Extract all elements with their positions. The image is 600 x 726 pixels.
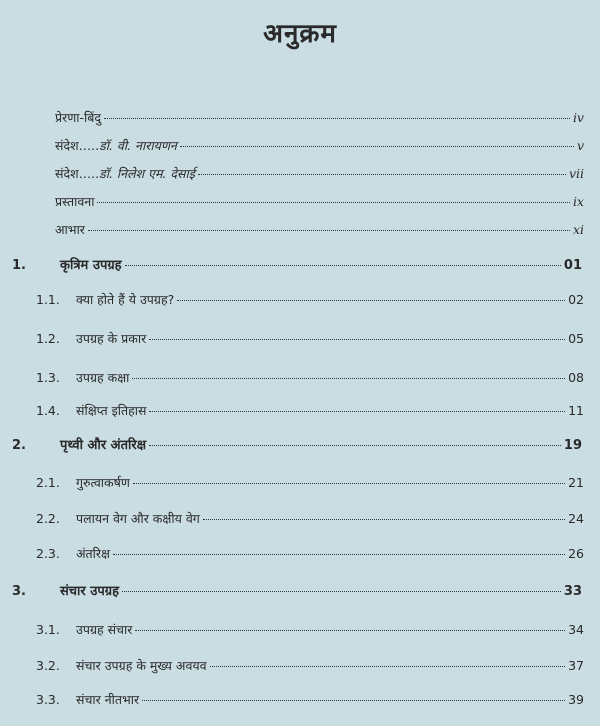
page-number: 26 — [568, 546, 584, 561]
chapter-entry — [12, 438, 582, 454]
section-number: 1.4. — [36, 403, 60, 418]
entry-label: प्रेरणा-बिंदु — [55, 110, 102, 125]
chapter-title: संचार उपग्रह — [60, 584, 119, 599]
section-number: 1.3. — [36, 370, 60, 385]
page-title: अनुक्रम — [263, 19, 337, 49]
dot-leader — [135, 630, 565, 631]
dot-leader — [198, 174, 566, 175]
entry-label: आभार — [55, 222, 85, 237]
page-number: 33 — [563, 584, 582, 599]
section-title: उपग्रह संचार — [76, 622, 133, 637]
section-entry — [36, 692, 584, 708]
dot-leader — [142, 700, 565, 701]
front-matter-entry — [55, 194, 584, 210]
page-number: 24 — [568, 511, 584, 526]
dot-leader — [104, 118, 570, 119]
page-number: 08 — [568, 370, 584, 385]
page-number: 02 — [568, 292, 584, 307]
section-number: 1.1. — [36, 292, 60, 307]
entry-label: प्रस्तावना — [55, 194, 95, 209]
section-title: संचार उपग्रह के मुख्य अवयव — [76, 658, 207, 673]
dot-leader — [125, 265, 561, 266]
page-number: ix — [572, 194, 584, 209]
page-number: 01 — [563, 258, 582, 273]
section-title: अंतरिक्ष — [76, 546, 110, 561]
entry-author: डॉ. वी. नारायणन — [99, 138, 177, 153]
section-entry — [36, 331, 584, 347]
dot-leader — [203, 519, 565, 520]
section-entry — [36, 658, 584, 674]
dot-leader — [149, 339, 565, 340]
chapter-number: 3. — [12, 584, 26, 599]
page-number: vii — [568, 166, 584, 181]
section-number: 3.1. — [36, 622, 60, 637]
section-title: क्या होते हैं ये उपग्रह? — [76, 292, 175, 307]
section-title: पलायन वेग और कक्षीय वेग — [76, 511, 200, 526]
chapter-entry — [12, 584, 582, 600]
page-number: iv — [572, 110, 584, 125]
dot-leader — [177, 300, 565, 301]
section-entry — [36, 511, 584, 527]
dot-leader — [180, 146, 574, 147]
front-matter-entry — [55, 166, 584, 182]
section-title: उपग्रह कक्षा — [76, 370, 130, 385]
chapter-entry — [12, 258, 582, 274]
section-title: संक्षिप्त इतिहास — [76, 403, 147, 418]
section-entry — [36, 546, 584, 562]
dot-leader — [210, 666, 565, 667]
dot-leader — [133, 483, 565, 484]
section-number: 2.1. — [36, 475, 60, 490]
section-number: 3.2. — [36, 658, 60, 673]
page-number: xi — [572, 222, 584, 237]
page-number: 19 — [563, 438, 582, 453]
section-entry — [36, 292, 584, 308]
entry-label: संदेश — [55, 166, 79, 181]
entry-separator: ….. — [78, 166, 100, 181]
section-entry — [36, 370, 584, 386]
section-entry — [36, 403, 584, 419]
front-matter-entry — [55, 110, 584, 126]
chapter-title: पृथ्वी और अंतरिक्ष — [60, 438, 147, 453]
chapter-number: 1. — [12, 258, 26, 273]
page-number: 39 — [568, 692, 584, 707]
dot-leader — [149, 445, 561, 446]
entry-author: डॉ. निलेश एम. देसाई — [99, 166, 195, 181]
section-title: उपग्रह के प्रकार — [76, 331, 147, 346]
dot-leader — [122, 591, 561, 592]
front-matter-entry — [55, 222, 584, 238]
section-number: 2.3. — [36, 546, 60, 561]
entry-separator: ….. — [78, 138, 100, 153]
page-number: 11 — [568, 403, 584, 418]
chapter-number: 2. — [12, 438, 26, 453]
section-title: संचार नीतभार — [76, 692, 140, 707]
chapter-title: कृत्रिम उपग्रह — [60, 258, 122, 273]
section-entry — [36, 475, 584, 491]
dot-leader — [113, 554, 565, 555]
section-number: 2.2. — [36, 511, 60, 526]
dot-leader — [149, 411, 565, 412]
section-title: गुरुत्वाकर्षण — [76, 475, 130, 490]
entry-label: संदेश — [55, 138, 79, 153]
page-number: 05 — [568, 331, 584, 346]
section-entry — [36, 622, 584, 638]
section-number: 1.2. — [36, 331, 60, 346]
front-matter-entry — [55, 138, 584, 154]
dot-leader — [88, 230, 570, 231]
page-number: 21 — [568, 475, 584, 490]
dot-leader — [97, 202, 569, 203]
page-number: 37 — [568, 658, 584, 673]
page-number: v — [576, 138, 584, 153]
page-number: 34 — [568, 622, 584, 637]
dot-leader — [132, 378, 565, 379]
section-number: 3.3. — [36, 692, 60, 707]
